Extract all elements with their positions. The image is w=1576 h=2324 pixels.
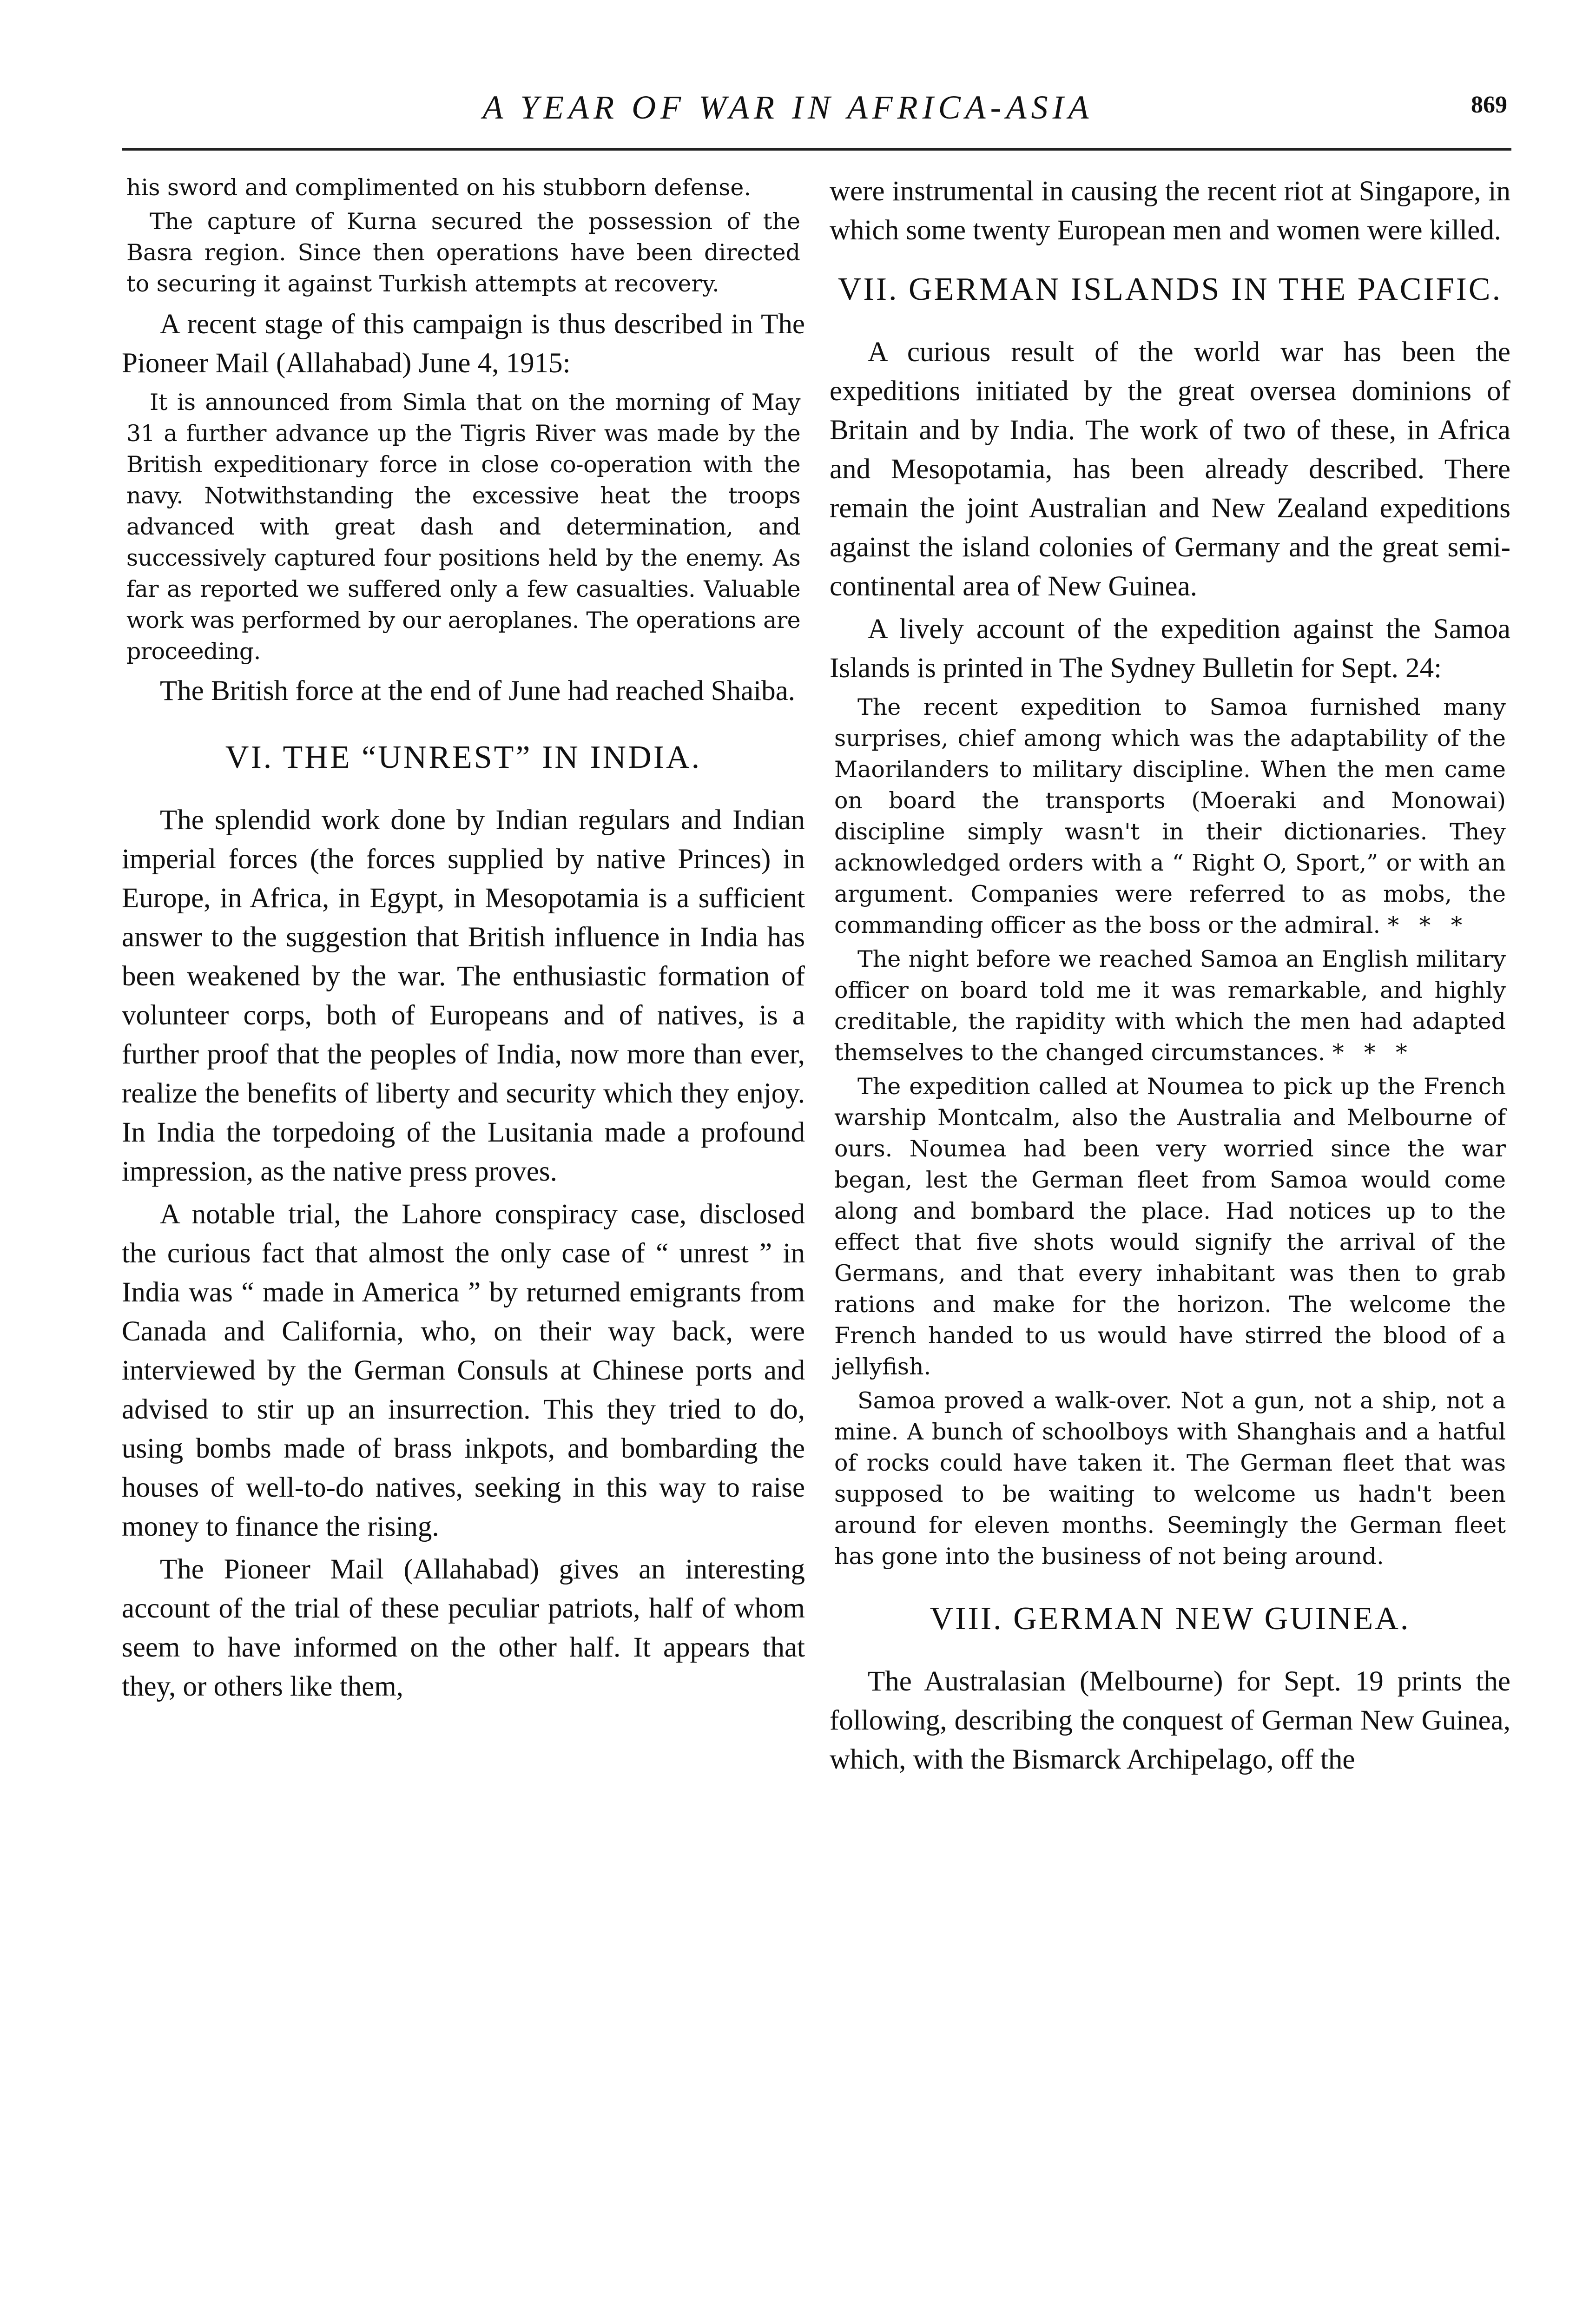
section-heading-vii: VII. GERMAN ISLANDS IN THE PACIFIC. bbox=[837, 271, 1503, 307]
ellipsis-stars: * * * bbox=[1387, 912, 1469, 938]
paragraph: The splendid work done by Indian regulars and Indian imperial forces (the forces supplied by native Princes) in Europe, in Africa, in Egypt, in Mesopotamia is a sufficient answer to the suggestion that British influence in India has been weakened by the war. The enthusiastic formation of volunteer corps, both of Europeans and of natives, is a further proof that the peoples of India, now more than ever, realize the benefits of liberty and security which they enjoy. In India the torpedoing of the Lusitania made a profound impression, as the native press proves. bbox=[122, 805, 805, 1187]
paragraph: The British force at the end of June had reached Shaiba. bbox=[160, 675, 795, 706]
page-number: 869 bbox=[1471, 92, 1507, 118]
paragraph: The Australasian (Melbourne) for Sept. 19 prints the following, describing the conquest of German New Guinea, which, with the Bismarck Archipelago, off the bbox=[830, 1666, 1510, 1775]
page-header bbox=[0, 88, 1576, 139]
right-column bbox=[830, 172, 1510, 1783]
paragraph: The capture of Kurna secured the possession of the Basra region. Since then operations have been directed to securing it against Turkish attempts at recovery. bbox=[126, 208, 800, 297]
header-rule bbox=[122, 148, 1511, 151]
section-heading-vi: VI. THE “UNREST” IN INDIA. bbox=[225, 739, 702, 775]
block-quote: Samoa proved a walk-over. Not a gun, not a ship, not a mine. A bunch of schoolboys with Shanghais and a hatful of rocks could have taken it. The German fleet that was supposed to be waiting to welcome us hadn't been around for eleven months. Seemingly the German fleet has gone into the business of not being around. bbox=[834, 1387, 1506, 1570]
paragraph: A notable trial, the Lahore conspiracy case, disclosed the curious fact that almost the only case of “ unrest ” in India was “ made in America ” by returned emigrants from Canada and California, who, on their way back, were interviewed by the German Consuls at Chinese ports and advised to stir up an insurrection. This they tried to do, using bombs made of brass inkpots, and bombarding the houses of well-to-do natives, seeking in this way to raise money to finance the rising. bbox=[122, 1199, 805, 1542]
paragraph: The Pioneer Mail (Allahabad) gives an interesting account of the trial of these peculiar patriots, half of whom seem to have informed on the other half. It appears that they, or others like them, bbox=[122, 1554, 805, 1702]
section-heading-viii: VIII. GERMAN NEW GUINEA. bbox=[930, 1601, 1411, 1637]
running-title: A YEAR OF WAR IN AFRICA-ASIA bbox=[482, 89, 1094, 126]
block-quote bbox=[830, 944, 1510, 1068]
quote-text: The night before we reached Samoa an English military officer on board told me it was remarkable, and highly creditable, the rapidity with which the men had adapted themselves to the changed circumstances. bbox=[834, 946, 1506, 1066]
quote-text: The recent expedition to Samoa furnished many surprises, chief among which was the adaptability of the Maorilanders to military discipline. When the men came on board the transports (Moeraki and Monowai) discipline simply wasn't in their dictionaries. They acknowledged orders with a “ Right O, Sport,” or with an argument. Companies were referred to as mobs, the commanding officer as the boss or the admiral. bbox=[834, 694, 1506, 938]
block-quote: It is announced from Simla that on the morning of May 31 a further advance up the Tigris River was made by the British expeditionary force in close co-operation with the navy. Notwithstanding the excessive heat the troops advanced with great dash and determination, and successively captured four positions held by the enemy. As far as reported we suffered only a few casualties. Valuable work was performed by our aeroplanes. The operations are proceeding. bbox=[126, 389, 800, 665]
paragraph: his sword and complimented on his stubborn defense. bbox=[126, 174, 751, 201]
left-column bbox=[122, 172, 805, 1710]
block-quote bbox=[830, 692, 1510, 941]
block-quote: The expedition called at Noumea to pick up the French warship Montcalm, also the Australia and Melbourne of ours. Noumea had been very worried since the war began, lest the German fleet from Samoa would come along and bombard the place. Had notices up to the effect that five shots would signify the arrival of the Germans, and that every inhabitant was then to grab rations and make for the horizon. The welcome the French handed to us would have stirred the blood of a jellyfish. bbox=[834, 1073, 1506, 1380]
paragraph: were instrumental in causing the recent riot at Singapore, in which some twenty European men and women were killed. bbox=[830, 176, 1510, 246]
ellipsis-stars: * * * bbox=[1332, 1039, 1414, 1066]
paragraph: A recent stage of this campaign is thus described in The Pioneer Mail (Allahabad) June 4, 1915: bbox=[122, 309, 805, 379]
paragraph: A lively account of the expedition against the Samoa Islands is printed in The Sydney Bulletin for Sept. 24: bbox=[830, 614, 1510, 684]
paragraph: A curious result of the world war has been the expeditions initiated by the great oversea dominions of Britain and by India. The work of two of these, in Africa and Mesopotamia, has been already described. There remain the joint Australian and New Zealand expeditions against the island colonies of Germany and the great semi-continental area of New Guinea. bbox=[830, 337, 1510, 602]
